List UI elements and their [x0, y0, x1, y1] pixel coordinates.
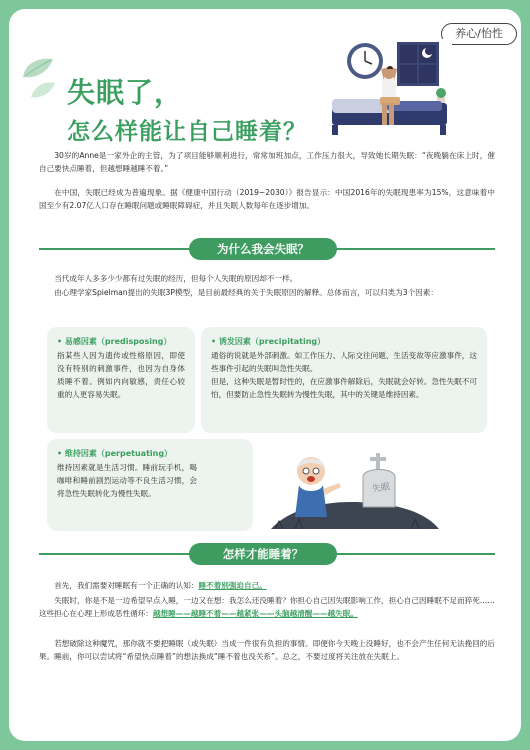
section2-p1-highlight: 睡不着别强迫自己。	[198, 581, 267, 590]
intro-paragraph-2: 在中国，失眠已经成为普遍现象。据《健康中国行动（2019~2030）》报告显示：中国2016年的失眠现患率为15%，这意味着中国至少有2.07亿人口存在睡眠问题或睡眠障碍症，并且失眠人数每年在逐步增加。	[39, 188, 495, 210]
page-title-line2: 怎么样能让自己睡着？	[67, 119, 307, 145]
page-title-line1: 失眠了，	[67, 76, 184, 109]
section2-paragraph-3: 若想破除这种魔咒，那你就不要把睡眠（或失眠）当成一件很有负担的事情。即便你今天晚上没睡好，也不会产生任何无法挽回的后果。睡前，你可以尝试将“希望快点睡着”的想法换成“睡不着也没关系”。总之，不要过度将关注放在失眠上。	[39, 639, 495, 661]
card-precipitating	[201, 327, 487, 433]
card-precipitating-body-2: 但是，这种失眠是暂时性的，在应激事件解除后，失眠就会好转。急性失眠不可怕，但要防止急性失眠转为慢性失眠，其中的关键是维持因素。	[211, 377, 477, 399]
grandpa-tombstone-illustration	[271, 447, 439, 529]
card-perpetuating-body: 维持因素就是生活习惯。睡前玩手机，喝咖啡和睡前剧烈运动等不良生活习惯，会将急性失眠转化为慢性失眠。	[57, 463, 197, 498]
section2-p2-text: 失眠时，你是不是一边希望早点入睡，一边又在想：我怎么还没睡着？你担心自己因失眠影响工作，担心自己因睡眠不足而猝死……这些担心在心理上形成恶性循环：	[39, 596, 495, 618]
card-predisposing-heading: • 易感因素（predisposing）	[57, 337, 172, 346]
card-predisposing	[47, 327, 195, 433]
section-title-why: 为什么我会失眠？	[189, 238, 337, 260]
section1-paragraph-2: 由心理学家Spielman提出的失眠3P模型，是目前最经典的关于失眠原因的解释。总体而言，可以归类为3个因素：	[54, 288, 438, 297]
section1-paragraph-1: 当代成年人多多少少都有过失眠的经历，但每个人失眠的原因却不一样。	[54, 274, 298, 283]
section2-p2-highlight: 越想睡——越睡不着——越紧张——头脑越清醒——越失眠。	[152, 609, 358, 618]
leaf-decoration-icon	[29, 77, 59, 103]
section2-paragraph-1	[39, 579, 495, 592]
card-predisposing-body: 指某些人因为遗传或性格原因，即使没有特别的刺激事件，也因为自身体质睡不着。例如内向敏感，责任心较重的人更容易失眠。	[57, 351, 185, 399]
column-tag: 养心/怡性	[441, 23, 517, 45]
card-precipitating-body-1: 通俗的说就是外部刺激。如工作压力、人际交往问题、生活变故等应激事件，这些事件引起的失眠叫急性失眠。	[211, 351, 477, 373]
card-perpetuating	[47, 439, 253, 531]
card-precipitating-heading: • 诱发因素（precipitating）	[211, 337, 326, 346]
section2-paragraph-2	[39, 594, 495, 620]
page	[9, 9, 521, 741]
section-title-how: 怎样才能睡着？	[189, 543, 337, 565]
card-perpetuating-heading: • 维持因素（perpetuating）	[57, 449, 173, 458]
insomnia-illustration	[327, 39, 452, 139]
intro-paragraph-1: 30岁的Anne是一家外企的主管，为了项目能够顺利进行，常常加班加点，工作压力很大，导致她长期失眠：“夜晚躺在床上时，催自己要快点睡着，但越想睡越睡不着。”	[39, 151, 495, 173]
tombstone-text: 失眠	[371, 482, 391, 496]
section2-p1-text: 首先，我们需要对睡眠有一个正确的认知：	[54, 581, 199, 590]
